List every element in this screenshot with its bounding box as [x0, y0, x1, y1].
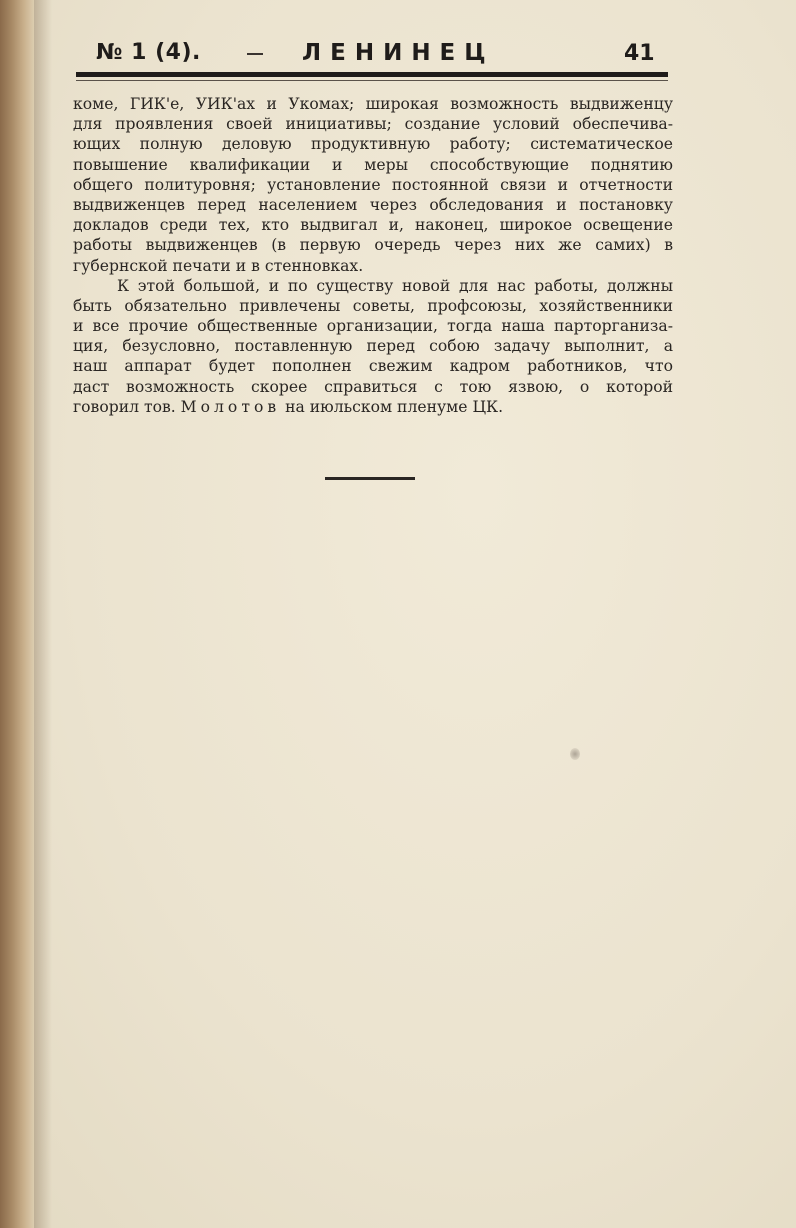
text-line: работы выдвиженцев (в первую очередь через них же самих) в	[73, 236, 673, 255]
header-rule	[76, 72, 668, 77]
paper-speck	[570, 748, 580, 760]
text-line: и все прочие общественные организации, тогда наша парторганиза-	[73, 317, 673, 336]
emphasized-name: Молотов	[180, 397, 281, 416]
text-line: докладов среди тех, кто выдвигал и, наконец, широкое освещение	[73, 216, 673, 235]
header-rule-thin	[76, 80, 668, 81]
header-dash	[247, 53, 263, 55]
paragraph-2	[73, 276, 673, 417]
text-line: даст возможность скорее справиться с тою язвою, о которой	[73, 377, 673, 396]
publication-title: ЛЕНИНЕЦ	[302, 40, 495, 66]
text-line: повышение квалификации и меры способствующие поднятию	[73, 155, 673, 174]
running-header	[92, 40, 655, 68]
book-spine	[0, 0, 34, 1228]
issue-number: № 1 (4).	[96, 40, 201, 65]
text-line: быть обязательно привлечены советы, профсоюзы, хозяйственники	[73, 296, 673, 315]
final-line-start: говорил тов.	[73, 397, 181, 416]
text-line: наш аппарат будет пополнен свежим кадром работников, что	[73, 357, 673, 376]
text-line: губернской печати и в стенновках.	[73, 256, 364, 275]
text-line: выдвиженцев перед населением через обследования и постановку	[73, 195, 673, 214]
spine-shadow	[34, 0, 52, 1228]
text-line: общего политуровня; установление постоянной связи и отчетности	[73, 175, 673, 194]
text-line: ющих полную деловую продуктивную работу; систематическое	[73, 135, 673, 154]
text-line: для проявления своей инициативы; создание условий обеспечива-	[73, 115, 673, 134]
paragraph-1	[73, 94, 673, 276]
end-of-article-rule	[325, 477, 415, 480]
final-line-end: на июльском пленуме ЦК.	[280, 397, 504, 416]
article-body	[73, 94, 673, 417]
text-line: К этой большой, и по существу новой для нас работы, должны	[117, 276, 673, 295]
text-line: коме, ГИК'е, УИК'ах и Укомах; широкая возможность выдвиженцу	[73, 95, 673, 113]
text-line-final	[73, 397, 673, 417]
page-number: 41	[624, 41, 655, 66]
text-line: ция, безусловно, поставленную перед собою задачу выполнит, а	[73, 337, 673, 356]
